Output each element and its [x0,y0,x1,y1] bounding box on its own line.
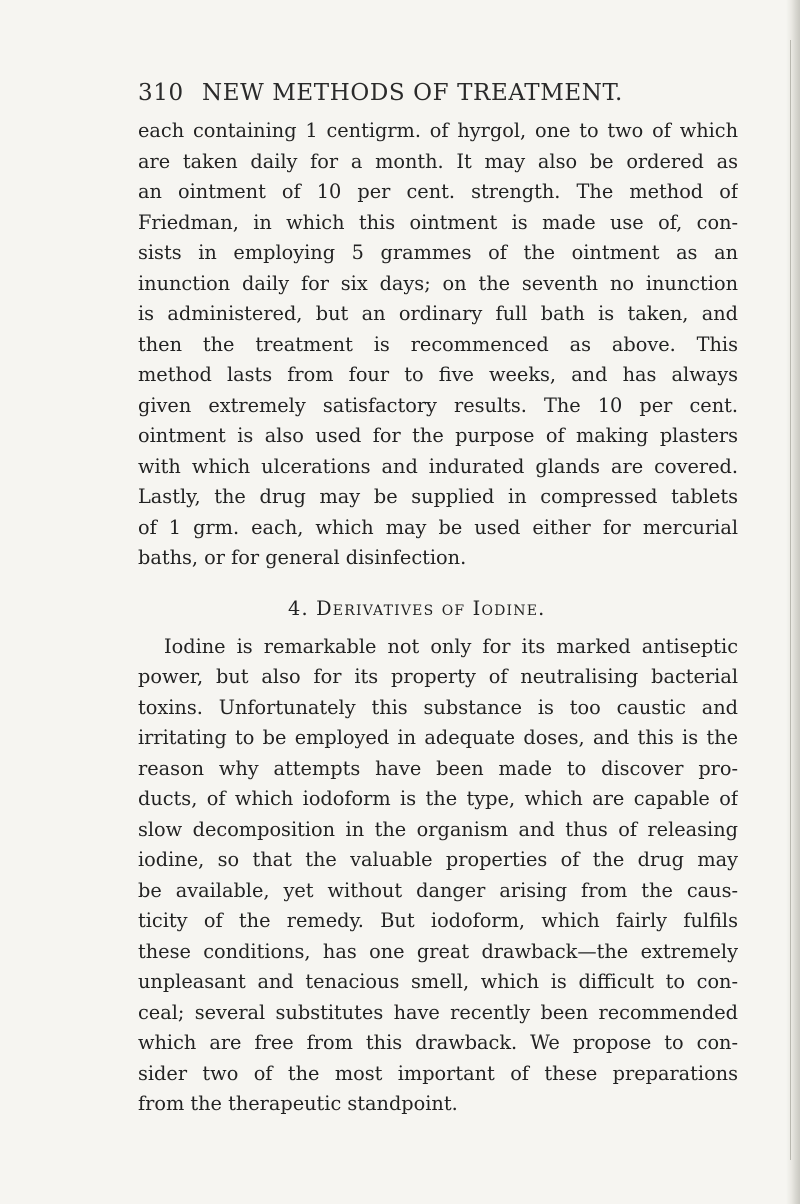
text-line: baths, or for general disinfection. [138,546,467,569]
text-line: then the treatment is recommenced as above. This [138,332,738,356]
text-line: given extremely satisfactory results. The 10 per cent. [138,393,738,417]
text-line: power, but also for its property of neutralising bacterial [138,665,738,688]
text-line: which are free from this drawback. We propose to con- [138,1031,738,1054]
text-line: from the therapeutic standpoint. [138,1092,458,1115]
text-line: inunction daily for six days; on the seventh no inunction [138,271,738,295]
paragraph-iodine [138,632,738,1120]
text-line: irritating to be employed in adequate doses, and this is the [138,726,738,749]
text-line: unpleasant and tenacious smell, which is difficult to con- [138,970,738,993]
page-edge-shadow [786,0,800,1204]
text-line: these conditions, has one great drawback—the extremely [138,939,738,963]
section-title: Derivatives of Iodine. [316,596,546,620]
text-line: are taken daily for a month. It may also be ordered as [138,149,738,173]
text-line: Lastly, the drug may be supplied in compressed tablets [138,485,738,508]
text-line: sists in employing 5 grammes of the ointment as an [138,241,738,264]
text-line: be available, yet without danger arising from the caus- [138,878,738,902]
text-line: each containing 1 centigrm. of hyrgol, one to two of which [138,119,738,142]
text-line: reason why attempts have been made to discover pro- [138,756,738,780]
text-line: slow decomposition in the organism and thus of releasing [138,817,738,841]
text-line: Friedman, in which this ointment is made use of, con- [138,210,738,234]
section-heading [138,592,738,626]
text-line: ducts, of which iodoform is the type, which are capable of [138,787,738,810]
text-line: an ointment of 10 per cent. strength. The method of [138,180,738,203]
text-line: ceal; several substitutes have recently been recommended [138,1000,738,1024]
running-head [138,80,658,114]
text-line: sider two of the most important of these preparations [138,1061,738,1085]
text-line: toxins. Unfortunately this substance is too caustic and [138,695,738,719]
text-line: method lasts from four to five weeks, and has always [138,363,738,386]
text-line: with which ulcerations and indurated glands are covered. [138,454,738,478]
body-text [138,116,738,1120]
text-line: iodine, so that the valuable properties of the drug may [138,848,738,871]
text-line: of 1 grm. each, which may be used either for mercurial [138,515,738,539]
text-line: ointment is also used for the purpose of making plasters [138,424,738,447]
page-number: 310 [138,80,184,106]
running-head-title: NEW METHODS OF TREATMENT. [202,80,623,106]
text-line: Iodine is remarkable not only for its marked antiseptic [164,634,738,658]
text-line: is administered, but an ordinary full bath is taken, and [138,302,738,325]
text-line: ticity of the remedy. But iodoform, which fairly fulfils [138,909,738,932]
paragraph-mercury-ointment [138,116,738,574]
section-number: 4. [288,596,309,620]
